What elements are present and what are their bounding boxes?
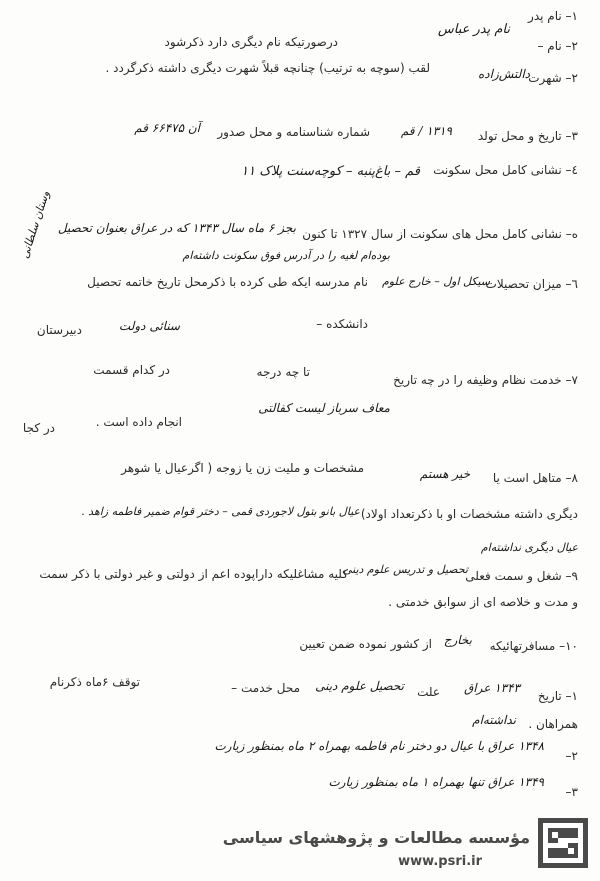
field-3-note: لقب (سوچه به ترتیب) چنانچه قبلاً شهرت دیگری داشته ذکرگردد . bbox=[105, 61, 430, 75]
id-number-label: شماره شناسنامه و محل صدور bbox=[217, 125, 370, 139]
trip-1-date-handwriting: ۱۳۴۳ عراق bbox=[463, 681, 520, 695]
psri-logo-icon bbox=[538, 818, 588, 868]
unit-label: در کدام قسمت bbox=[93, 363, 170, 377]
trip-2-label: ۲– bbox=[565, 749, 578, 763]
spouse-handwriting-2: عیال دیگری نداشته‌ام bbox=[480, 541, 578, 554]
rank-label: تا چه درجه bbox=[256, 365, 310, 379]
id-number-handwriting: آن ۶۶۴۷۵ قم bbox=[134, 121, 200, 135]
field-12-label: ۱۰– مسافرتهائیکه bbox=[489, 639, 578, 653]
margin-note-handwriting: وستان سلطانی bbox=[18, 189, 53, 261]
trip-2-handwriting: ۱۳۴۸ عراق با عیال دو دختر نام فاطمه بهمراه ۲ ماه بمنظور زیارت bbox=[214, 739, 544, 753]
trip-1-workplace-label: محل خدمت – bbox=[231, 681, 300, 695]
residence-handwriting-2: بوده‌ام لغیه را در آدرس فوق سکونت داشته‌ام bbox=[182, 249, 390, 262]
field-2-label: ۲– نام – bbox=[537, 39, 578, 53]
trip-3-label: ۳– bbox=[565, 785, 578, 799]
footer-watermark bbox=[222, 818, 592, 878]
field-11-label: ۹– شغل و سمت فعلی bbox=[465, 569, 578, 583]
high-school-label: دبیرستان bbox=[36, 323, 82, 337]
birth-handwriting: ۱۳۱۹ / قم bbox=[400, 124, 452, 138]
college-label: دانشکده – bbox=[316, 317, 368, 331]
field-4-label: ۳– تاریخ و محل تولد bbox=[477, 129, 578, 143]
footer-url[interactable]: www.psri.ir bbox=[398, 854, 482, 869]
occupation-note: کلیه مشاغلیکه داراپوده اعم از دولتی و غیر دولتی با ذکر سمت bbox=[39, 567, 348, 581]
footer-title: مؤسسه مطالعات و پژوهشهای سیاسی bbox=[222, 828, 530, 847]
field-2-note: درصورتیکه نام دیگری دارد ذکرشود bbox=[164, 35, 338, 49]
high-school-handwriting: سنائی دولت bbox=[118, 319, 180, 333]
travel-handwriting: بخارج bbox=[443, 633, 472, 647]
address-handwriting: قم – باغ‌پنبه – کوچه‌سنت پلاک ۱۱ bbox=[241, 164, 420, 179]
field-5-label: ٤– نشانی کامل محل سکونت bbox=[433, 163, 578, 177]
spouse-label: مشخصات و ملیت زن یا زوجه ( اگرعیال یا شوهر bbox=[121, 461, 364, 475]
field-9-label: ۸– متاهل است یا bbox=[492, 471, 578, 485]
field-3-label: ۲– شهرت bbox=[528, 71, 578, 85]
service-history-label: و مدت و خلاصه ای از سوابق خدمتی . bbox=[388, 595, 578, 609]
travel-note: از کشور نموده ضمن تعیین bbox=[299, 637, 432, 651]
trip-1-stay-label: توقف ۶ماه ذکرنام bbox=[49, 675, 140, 689]
field-1-label: ۱– نام پدر bbox=[528, 9, 578, 23]
school-note: نام مدرسه ایکه طی کرده با ذکرمحل تاریخ خاتمه تحصیل bbox=[87, 275, 368, 289]
field-8-label: ٧– خدمت نظام وظیفه را در چه تاریخ bbox=[393, 373, 578, 387]
spouse-handwriting: عیال بانو بتول لاجوردی قمی – دختر قوام ضمیر فاطمه زاهد . bbox=[81, 505, 360, 518]
father-name-handwriting: نام پدر عباس bbox=[437, 22, 510, 37]
field-7-label: ٦– میزان تحصیلات bbox=[485, 277, 578, 291]
married-handwriting: خیر هستم bbox=[419, 467, 470, 481]
trip-1-reason-label: علت bbox=[417, 685, 440, 699]
trip-1-label: ۱– تاریخ bbox=[537, 689, 578, 703]
performed-label: انجام داده است . bbox=[95, 415, 182, 429]
where-label: در کجا bbox=[22, 421, 55, 435]
trip-1-reason-handwriting: تحصیل علوم دینی bbox=[315, 679, 404, 693]
education-handwriting: سیکل اول – خارج علوم bbox=[381, 275, 490, 288]
trip-3-handwriting: ۱۳۴۹ عراق تنها بهمراه ۱ ماه بمنظور زیارت bbox=[328, 775, 544, 789]
other-spouse-label: دیگری داشته مشخصات او با ذکرتعداد اولاد) bbox=[360, 507, 578, 521]
companions-handwriting: نداشته‌ام bbox=[472, 713, 516, 727]
residence-handwriting: بجز ۶ ماه سال ۱۳۴۳ که در عراق بعنوان تحصیل bbox=[57, 221, 296, 235]
military-handwriting: معاف سرباز لیست کفالتی bbox=[258, 401, 390, 415]
field-6-label: ه– نشانی کامل محل های سکونت از سال ۱۳۲۷ تا کنون bbox=[302, 227, 578, 241]
occupation-handwriting: تحصیل و تدریس علوم دینی bbox=[342, 563, 468, 576]
companions-label: همراهان . bbox=[528, 717, 578, 731]
surname-handwriting: دالتش‌زاده bbox=[477, 67, 530, 81]
